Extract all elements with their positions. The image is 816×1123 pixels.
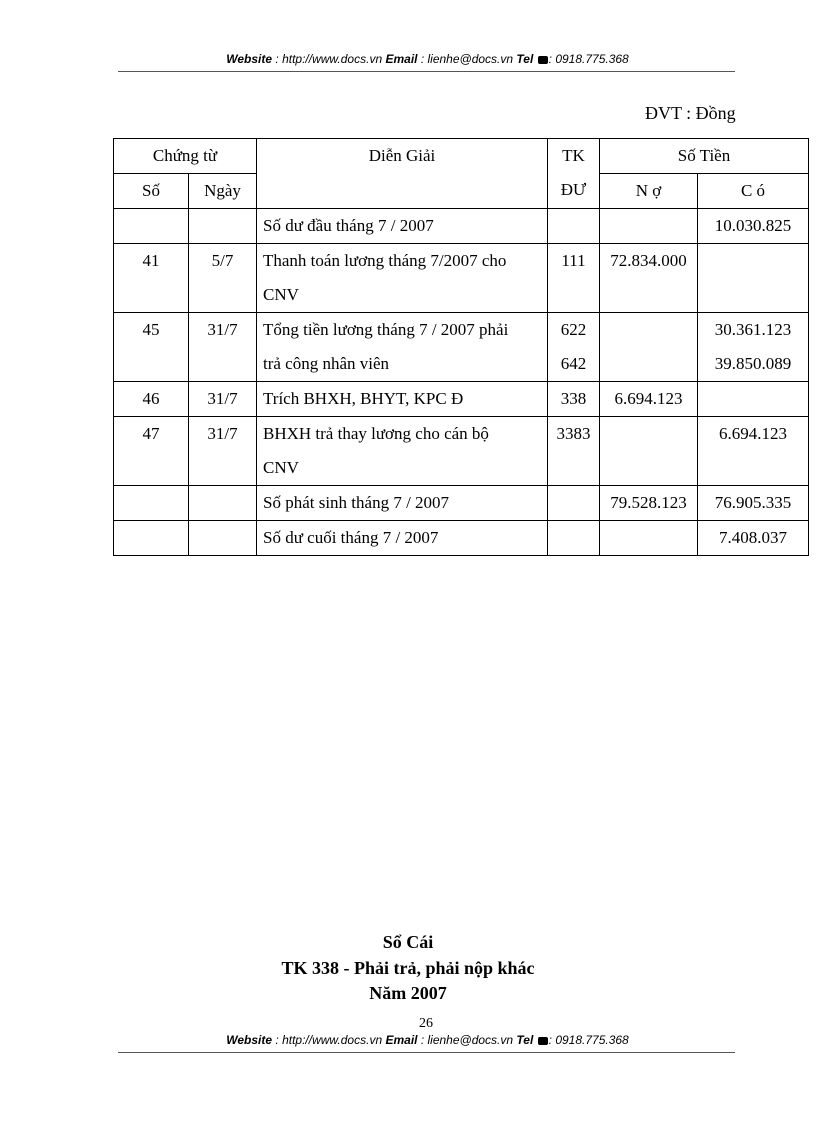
cell-tk [548,382,600,417]
cell-line: CNV [263,285,299,304]
cell-co [698,382,809,417]
cell-line: 642 [560,354,587,373]
cell-dien-giai [257,486,548,521]
email-label: Email [385,1033,418,1047]
cell-line [548,486,599,520]
header-so-tien: Số Tiền [600,139,809,174]
cell-line [189,209,256,243]
cell-line [114,521,188,555]
cell-co [698,486,809,521]
ledger-table [113,138,809,556]
cell-line: 111 [561,251,586,270]
cell-no [600,382,698,417]
cell-line [698,382,808,416]
email-address[interactable]: : lienhe@docs.vn [420,1033,514,1047]
cell-dien-giai [257,382,548,417]
page-header [120,52,735,66]
header-dien-giai: Diễn Giải [257,139,548,209]
tel-label: Tel [516,1033,534,1047]
cell-co [698,209,809,244]
cell-line: 10.030.825 [714,216,792,235]
phone-number: : 0918.775.368 [548,1033,629,1047]
cell-ngay [189,244,257,313]
cell-line: 72.834.000 [610,251,687,270]
cell-line: 76.905.335 [714,493,792,512]
currency-unit: ĐVT : Đồng [645,103,736,123]
cell-line: 3383 [556,424,591,443]
cell-line: 31/7 [207,389,238,408]
cell-tk [548,313,600,382]
cell-line: 79.528.123 [610,493,687,512]
cell-dien-giai [257,313,548,382]
header-ngay: Ngày [189,174,257,209]
table-row [114,209,809,244]
table-row [114,382,809,417]
cell-tk [548,209,600,244]
cell-ngay [189,313,257,382]
cell-no [600,486,698,521]
cell-so [114,486,189,521]
cell-line: 622 [560,320,587,339]
cell-ngay [189,382,257,417]
cell-ngay [189,209,257,244]
cell-co [698,521,809,556]
cell-so [114,209,189,244]
cell-no [600,244,698,313]
cell-dien-giai [257,521,548,556]
cell-dien-giai [257,417,548,486]
cell-line: trả công nhân viên [263,354,390,373]
cell-line: 7.408.037 [719,528,787,547]
table-row [114,521,809,556]
cell-line: 6.694.123 [719,424,787,443]
cell-line [600,209,697,243]
ledger-account: TK 338 - Phải trả, phải nộp khác [281,958,535,978]
cell-line: 39.850.089 [714,354,792,373]
cell-ngay [189,486,257,521]
page-number: 26 [419,1016,433,1031]
phone-icon [538,56,548,64]
ledger-title: Sổ Cái [382,932,434,952]
header-no: N ợ [600,174,698,209]
header-co: C ó [698,174,809,209]
cell-tk [548,244,600,313]
cell-line [189,521,256,555]
cell-no [600,209,698,244]
header-chung-tu: Chứng từ [114,139,257,174]
cell-line: CNV [263,458,299,477]
cell-so [114,521,189,556]
cell-no [600,313,698,382]
cell-line: 46 [142,389,160,408]
table-row [114,486,809,521]
website-label: Website [226,52,273,66]
cell-tk [548,486,600,521]
cell-dien-giai [257,209,548,244]
website-url[interactable]: : http://www.docs.vn [275,52,383,66]
cell-line: Số dư đầu tháng 7 / 2007 [263,216,434,235]
phone-icon [538,1037,548,1045]
cell-line: 338 [560,389,587,408]
cell-line [600,417,697,451]
table-row [114,244,809,313]
cell-line [114,486,188,520]
cell-line: 41 [142,251,160,270]
cell-so [114,417,189,486]
cell-tk [548,417,600,486]
header-so: Số [114,174,189,209]
cell-co [698,417,809,486]
cell-line: Trích BHXH, BHYT, KPC Đ [263,389,464,408]
website-url[interactable]: : http://www.docs.vn [275,1033,383,1047]
header-tk: TK [562,146,585,165]
cell-ngay [189,417,257,486]
cell-line: 6.694.123 [614,389,683,408]
cell-so [114,244,189,313]
footer-divider [118,1052,735,1053]
cell-line [698,244,808,278]
cell-co [698,244,809,313]
cell-line [189,486,256,520]
header-du: ĐƯ [560,180,587,199]
cell-no [600,417,698,486]
email-label: Email [385,52,418,66]
cell-line [600,313,697,347]
cell-line: 31/7 [207,424,238,443]
cell-dien-giai [257,244,548,313]
cell-line: 47 [142,424,160,443]
cell-line: 5/7 [211,251,234,270]
cell-line: BHXH trả thay lương cho cán bộ [263,424,489,443]
table-header-row [114,139,809,174]
cell-ngay [189,521,257,556]
cell-line: Thanh toán lương tháng 7/2007 cho [263,251,507,270]
ledger-year: Năm 2007 [369,983,447,1003]
page-footer [120,1033,735,1047]
email-address[interactable]: : lienhe@docs.vn [420,52,514,66]
cell-line: 31/7 [207,320,238,339]
table-row [114,313,809,382]
cell-tk [548,521,600,556]
cell-line: Số phát sinh tháng 7 / 2007 [263,493,450,512]
cell-line [600,521,697,555]
cell-line [548,521,599,555]
table-row [114,417,809,486]
cell-so [114,313,189,382]
cell-line [548,209,599,243]
cell-line: Tổng tiền lương tháng 7 / 2007 phải [263,320,509,339]
phone-number: : 0918.775.368 [548,52,629,66]
cell-no [600,521,698,556]
cell-co [698,313,809,382]
cell-line [114,209,188,243]
cell-line: Số dư cuối tháng 7 / 2007 [263,528,439,547]
cell-line: 30.361.123 [714,320,792,339]
cell-line: 45 [142,320,160,339]
website-label: Website [226,1033,273,1047]
header-tk-du [548,139,600,209]
cell-so [114,382,189,417]
tel-label: Tel [516,52,534,66]
header-divider [118,71,735,72]
